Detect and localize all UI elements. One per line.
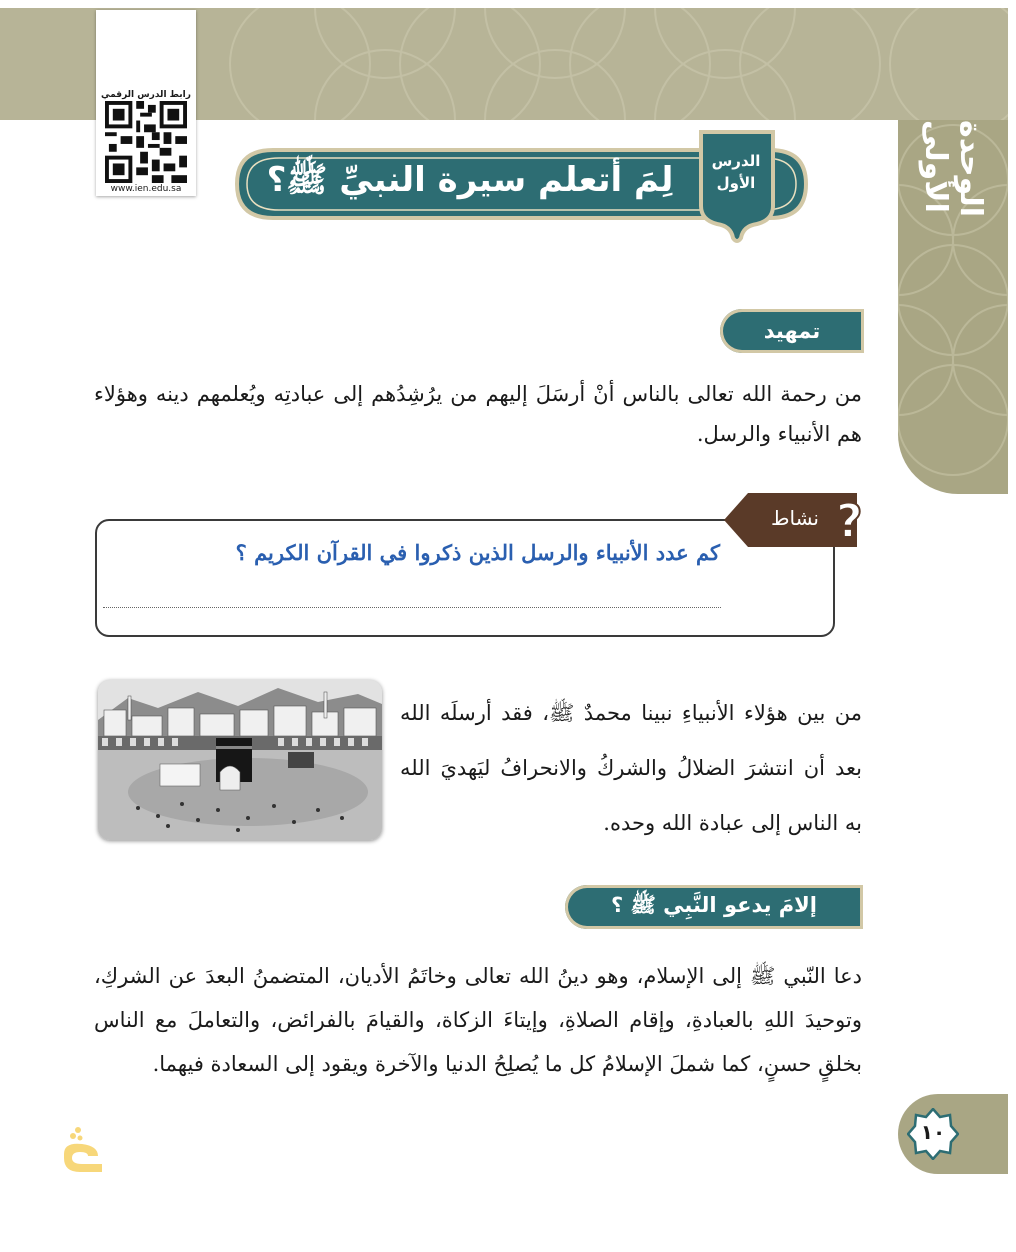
prophet-paragraph: من بين هؤلاء الأنبياءِ نبينا محمدٌ ﷺ، فقد أرسلَه الله بعد أن انتشرَ الضلالُ والشركُ والانحرافُ ليَهديَ الله به الناس إلى عبادة الله وحده. xyxy=(400,701,862,835)
call-paragraph: دعا النّبي ﷺ إلى الإسلام، وهو دينُ الله تعالى وخاتَمُ الأديان، المتضمنُ البعدَ عن الشركِ، وتوحيدَ اللهِ بالعبادةِ، وإقام الصلاةِ، وإيتاءَ الزكاة، والقيامَ بالفرائض، والتعاملَ مع الناس بخلقٍ حسنٍ، كما شملَ الإسلامُ كل ما يُصلِحُ الدنيا والآخرة ويقود إلى السعادة فيهما. xyxy=(94,964,862,1076)
kaaba-photo-illustration xyxy=(98,680,382,840)
intro-paragraph: من رحمة الله تعالى بالناس أنْ أرسَلَ إليهم من يرُشِدُهم إلى عبادتِه ويُعلمهم دينه وهؤلاء هم الأنبياء والرسل. xyxy=(94,382,862,446)
activity-question: كم عدد الأنبياء والرسل الذين ذكروا في القرآن الكريم ؟ xyxy=(235,540,720,565)
call-heading: إلامَ يدعو النَّبِي ﷺ ؟ xyxy=(565,885,863,929)
activity-label: نشاط xyxy=(771,506,819,530)
lesson-tag: الدرس الأول xyxy=(711,152,761,192)
page-number: ١٠ xyxy=(920,1120,946,1144)
qr-card[interactable] xyxy=(96,10,196,196)
lesson-title: لِمَ أتعلم سيرة النبيِّ ﷺ؟ xyxy=(266,159,674,200)
intro-heading: تمهيد xyxy=(720,309,864,353)
unit-title: الوحدة الأولى xyxy=(918,120,988,218)
qr-label: رابط الدرس الرقمي xyxy=(101,90,191,100)
ien-logo-icon xyxy=(58,1124,108,1182)
answer-line[interactable] xyxy=(103,607,721,608)
qr-url[interactable]: www.ien.edu.sa xyxy=(110,184,182,194)
qr-code-icon[interactable] xyxy=(105,101,187,183)
question-mark-icon: ? xyxy=(836,494,863,548)
kaaba-historical-photo xyxy=(98,680,382,840)
